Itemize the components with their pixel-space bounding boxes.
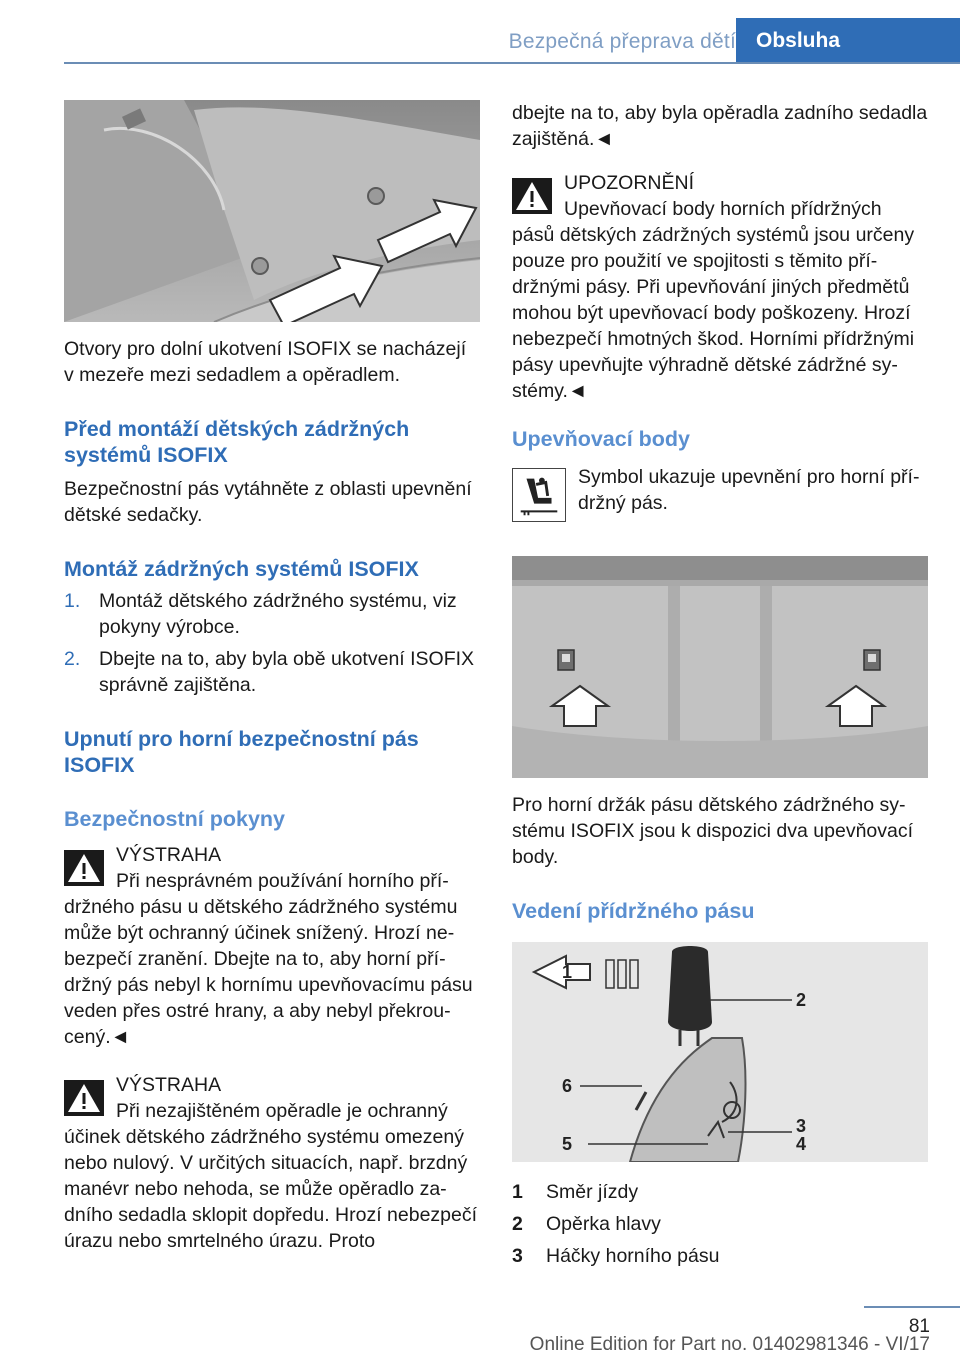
legend-text: Směr jízdy bbox=[546, 1181, 639, 1203]
warning-triangle-icon bbox=[512, 178, 552, 214]
legend-text: Háčky horního pásu bbox=[546, 1245, 720, 1267]
right-column bbox=[512, 100, 928, 1272]
step-number: 2. bbox=[64, 648, 81, 670]
heading-before-mounting: Před montáží dětských zádržných systémů ISOFIX bbox=[64, 417, 410, 467]
list-item bbox=[64, 646, 480, 698]
heading-anchor-points: Upevňovací body bbox=[512, 427, 691, 451]
callout-5: 5 bbox=[562, 1134, 573, 1154]
caution-text: pásů dětských zádržných systémů jsou určeny pouze pro použití ve spojitosti s těmito přídržnými pásy. Při upevňování jiných předmětů mohou být upevňovací body poškozeny. Hrozí nebezpečí hmotných škod. Horními přídržnými pásy upevňujte výhradně dětské zádržné systémy.◄ bbox=[512, 224, 915, 402]
heading-belt-routing: Vedení přídržného pásu bbox=[512, 899, 755, 923]
symbol-block bbox=[512, 464, 928, 526]
heading-mounting: Montáž zádržných systémů ISOFIX bbox=[64, 557, 419, 581]
heading-safety-notes: Bezpečnostní pokyny bbox=[64, 807, 286, 831]
anchor-points-caption: Pro horní držák pásu dětského zádržného systému ISOFIX jsou k dispozici dva upevňovací body. bbox=[512, 794, 914, 868]
legend-number: 1 bbox=[512, 1181, 523, 1203]
warning-first-line: Při nezajištěném opěradle je ochranný bbox=[116, 1100, 448, 1122]
callout-6: 6 bbox=[562, 1076, 573, 1096]
legend-number: 2 bbox=[512, 1213, 523, 1235]
warning-title: VÝSTRAHA bbox=[116, 1074, 222, 1096]
caution-title: UPOZORNĚNÍ bbox=[564, 172, 695, 194]
caution-block bbox=[512, 170, 928, 404]
list-item bbox=[512, 1240, 928, 1272]
legend-number: 3 bbox=[512, 1245, 523, 1267]
legend-text: Opěrka hlavy bbox=[546, 1213, 661, 1235]
isofix-anchor-photo bbox=[64, 100, 480, 322]
warning-triangle-icon bbox=[64, 1080, 104, 1116]
before-mounting-text: Bezpečnostní pás vytáhněte z oblasti upevnění dětské sedačky. bbox=[64, 478, 472, 526]
page-number: 81 bbox=[908, 1316, 930, 1337]
step-number: 1. bbox=[64, 590, 81, 612]
heading-top-tether: Upnutí pro horní bezpečnostní pás ISOFIX bbox=[64, 727, 419, 777]
warning-triangle-icon bbox=[64, 850, 104, 886]
mounting-steps bbox=[64, 588, 480, 698]
photo-caption: Otvory pro dolní ukotvení ISOFIX se nacházejí v mezeře mezi sedadlem a opěradlem. bbox=[64, 338, 467, 386]
footer-edition: Online Edition for Part no. 01402981346 - VI/17 bbox=[529, 1334, 930, 1355]
list-item bbox=[512, 1176, 928, 1208]
step-text: Dbejte na to, aby byla obě ukotvení ISOFIX správně zajištěna. bbox=[99, 648, 475, 696]
belt-routing-diagram bbox=[512, 942, 928, 1162]
header-rule bbox=[64, 62, 960, 64]
warning-first-line: Při nesprávném používání horního pří- bbox=[116, 870, 449, 892]
symbol-description: Symbol ukazuje upevnění pro horní přídržný pás. bbox=[578, 466, 920, 514]
continued-text: dbejte na to, aby byla opěradla zadního sedadla zajištěná.◄ bbox=[512, 102, 928, 150]
warning-text: účinek dětského zádržného systému omezený nebo nulový. V určitých situacích, např. brzdný manévr nebo nehoda, se může opěradlo zadního sedadla sklopit dopředu. Hrozí nebezpečí úrazu nebo smrtelného úrazu. Proto bbox=[64, 1126, 478, 1252]
callout-1: 1 bbox=[562, 962, 573, 982]
footer-rule bbox=[864, 1306, 960, 1308]
warning-text: držného pásu u dětského zádržného systému může být ochranný účinek snížený. Hrozí nebezpečí zranění. Dbejte na to, aby horní přídržný pás nebyl k hornímu upevňovacímu pásu veden přes ostré hrany, a aby nebyl překroucený.◄ bbox=[64, 896, 473, 1048]
step-text: Montáž dětského zádržného systému, viz pokyny výrobce. bbox=[99, 590, 457, 638]
header-section-title: Bezpečná přeprava dětí bbox=[508, 30, 736, 53]
list-item bbox=[512, 1208, 928, 1240]
diagram-legend bbox=[512, 1176, 928, 1272]
callout-2: 2 bbox=[796, 990, 807, 1010]
left-column bbox=[64, 100, 480, 1254]
list-item bbox=[64, 588, 480, 640]
anchor-points-photo bbox=[512, 556, 928, 778]
warning-block-1 bbox=[64, 842, 480, 1050]
callout-4: 4 bbox=[796, 1134, 807, 1154]
child-seat-anchor-icon bbox=[512, 468, 566, 522]
header-chapter-tab[interactable]: Obsluha bbox=[736, 18, 960, 64]
callout-3: 3 bbox=[796, 1116, 807, 1136]
warning-block-2 bbox=[64, 1072, 480, 1254]
warning-title: VÝSTRAHA bbox=[116, 844, 222, 866]
caution-first-line: Upevňovací body horních přídržných bbox=[564, 198, 882, 220]
